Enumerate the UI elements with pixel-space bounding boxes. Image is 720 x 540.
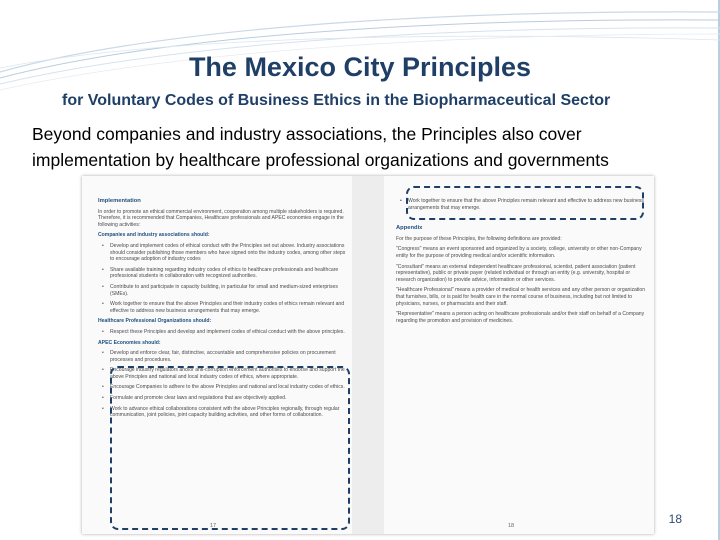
company-bullet: • Contribute to and participate in capacity building, in particular for small and medium-sized enterprises (SMEs). — [98, 284, 348, 297]
slide-title: The Mexico City Principles — [188, 52, 532, 82]
body-text-line-2: implementation by healthcare professional organizations and governments — [32, 150, 609, 170]
companies-heading: Companies and industry associations should: — [98, 232, 210, 239]
company-bullet: • Develop and implement codes of ethical conduct with the Principles set out above. Industry associations should consider publishing those members who have signed onto the industry codes, among other steps to encourage adoption of industry codes — [98, 243, 348, 263]
company-bullet: • Work together to ensure that the above Principles and their industry codes of ethics remain relevant and effective to address new business arrangements that may emerge. — [98, 301, 348, 314]
body-text-line-1: Beyond companies and industry associations, the Principles also cover — [32, 124, 582, 144]
callout-box-left — [110, 366, 350, 530]
document-screenshot — [82, 176, 654, 534]
definition: "Congress" means an event sponsored and organized by a society, college, university or other non-Company entity for the purpose of providing medical and/or scientific information. — [396, 246, 642, 259]
definition: "Representative" means a person acting on healthcare professionals and/or their staff on behalf of a Company regarding the promotion and provision of medicines. — [396, 311, 645, 324]
apec-bullet: • Encourage industry regulators and/or anti-corruption enforcement authorities to endorse and support the above Principles and national and local industry codes of ethics, where appropriate. — [98, 367, 348, 380]
right-page-number: 18 — [508, 523, 515, 529]
implementation-heading: Implementation — [98, 198, 141, 204]
apec-bullet: • Work to advance ethical collaborations consistent with the above Principles regionally, through regular communication, joint policies, joint capacity building activities, and other forms of collaboration. — [98, 406, 348, 419]
apec-bullet: • Develop and enforce clear, fair, distinctive, accountable and comprehensive policies on procurement processes and procedures. — [98, 350, 348, 363]
appendix-heading: Appendix — [396, 225, 423, 232]
left-page-number: 17 — [210, 523, 217, 529]
definition: "Healthcare Professional" means a provider of medical or health services and any other person or organization that furnishes, bills, or is paid for health care in the normal course of business, including but not limited to physicians, nurses, or pharmacists and their staff. — [396, 287, 646, 307]
company-bullet: • Share available training regarding industry codes of ethics to healthcare professionals and healthcare professional students in collaboration with recognized authorities. — [98, 267, 348, 280]
appendix-intro: For the purpose of these Principles, the following definitions are provided: — [396, 235, 562, 242]
slide-subtitle: for Voluntary Codes of Business Ethics in the Biopharmaceutical Sector — [62, 92, 611, 109]
definition: "Consultant" means an external independent healthcare professional, scientist, patient association (patient representative), public or private payer (related individual or through an entity (e.g. university, hospital or research organization) to provide advice, information or other services. — [396, 263, 636, 283]
hcp-heading: Healthcare Professional Organizations should: — [98, 318, 212, 325]
right-top-bullet: • Work together to ensure that the above Principles remain relevant and effective to address new business arrangements that may emerge. — [396, 198, 646, 211]
callout-box-right — [406, 186, 644, 220]
apec-bullet: • Encourage Companies to adhere to the above Principles and national and local industry codes of ethics. — [98, 384, 348, 391]
apec-heading: APEC Economies should: — [98, 339, 161, 346]
implementation-intro: In order to promote an ethical commercial environment, cooperation among multiple stakeholders is required. Therefore, it is recommended that Companies, Healthcare professionals and APEC economies engage in the following activities: — [98, 208, 344, 228]
page-gutter — [352, 176, 384, 534]
apec-bullet: • Formulate and promote clear laws and regulations that are objectively applied. — [98, 395, 348, 402]
hcp-bullet: • Respect these Principles and develop and implement codes of ethical conduct with the above principles. — [98, 329, 348, 336]
slide-number: 18 — [668, 512, 682, 526]
